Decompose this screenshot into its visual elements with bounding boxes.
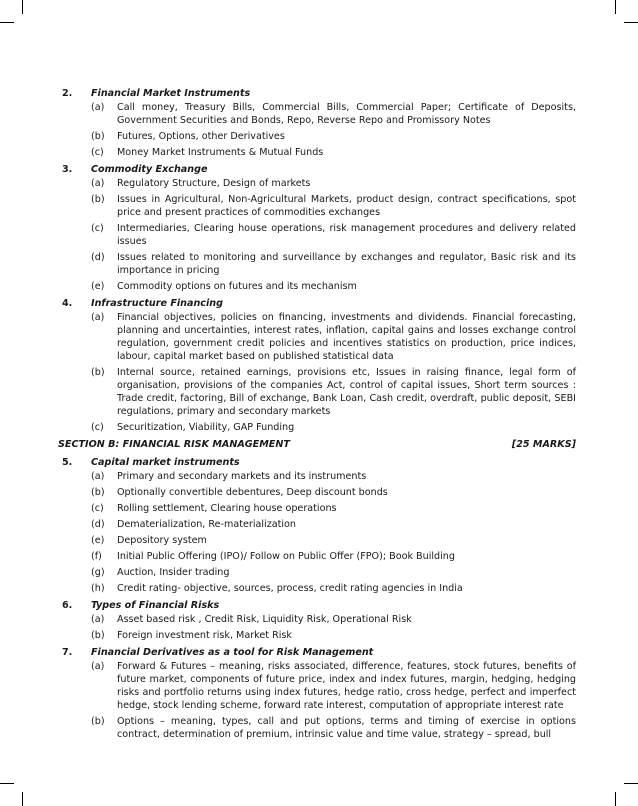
- list-item-letter: (a): [91, 178, 105, 189]
- syllabus-part-a: [62, 86, 576, 434]
- list-item-text: Options – meaning, types, call and put options, terms and timing of exercise in options contract, determination of premium, intrinsic value and time value, strategy – spread, bull: [117, 716, 576, 740]
- list-item-letter: (c): [91, 503, 104, 514]
- section-banner-marks: [25 MARKS]: [511, 439, 576, 450]
- section-number: 3.: [62, 164, 73, 175]
- list-item-letter: (b): [91, 194, 105, 205]
- list-item: [62, 629, 576, 642]
- section-heading: [62, 162, 576, 177]
- list-item: [62, 550, 576, 563]
- list-item-letter: (b): [91, 367, 105, 378]
- section-title: Infrastructure Financing: [91, 298, 223, 309]
- list-item-letter: (a): [91, 661, 105, 672]
- list-item: [62, 660, 576, 712]
- list-item-text: Credit rating- objective, sources, process, credit rating agencies in India: [117, 583, 463, 594]
- list-item-text: Forward & Futures – meaning, risks associated, difference, features, stock futures, benefits of future market, components of future price, index and index futures, margin, hedging, hedging risks and portfolio returns using index futures, hedge ratio, cross hedge, perfect and imperfect hedge, stock lending scheme, forward rate interest, computation of appropriate interest rate: [117, 661, 576, 711]
- list-item-text: Futures, Options, other Derivatives: [117, 131, 285, 142]
- list-item-letter: (c): [91, 147, 104, 158]
- section-title: Financial Market Instruments: [91, 88, 251, 99]
- list-item-text: Issues related to monitoring and surveillance by exchanges and regulator, Basic risk and its importance in pricing: [117, 252, 576, 276]
- list-item: [62, 130, 576, 143]
- list-item-letter: (g): [91, 567, 105, 578]
- list-item: [62, 502, 576, 515]
- section-heading: [62, 86, 576, 101]
- list-item-letter: (a): [91, 102, 105, 113]
- list-item: [62, 582, 576, 595]
- section-title: Types of Financial Risks: [91, 600, 220, 611]
- list-item-text: Securitization, Viability, GAP Funding: [117, 422, 295, 433]
- list-item-text: Depository system: [117, 535, 207, 546]
- list-item-text: Commodity options on futures and its mechanism: [117, 281, 357, 292]
- section-number: 2.: [62, 88, 73, 99]
- list-item-text: Foreign investment risk, Market Risk: [117, 630, 292, 641]
- list-item-text: Initial Public Offering (IPO)/ Follow on Public Offer (FPO); Book Building: [117, 551, 455, 562]
- list-item-text: Asset based risk , Credit Risk, Liquidity Risk, Operational Risk: [117, 614, 412, 625]
- list-item: [62, 421, 576, 434]
- crop-mark-tl-h: [0, 22, 14, 23]
- list-item-letter: (b): [91, 716, 105, 727]
- list-item: [62, 177, 576, 190]
- list-item: [62, 280, 576, 293]
- section-title: Financial Derivatives as a tool for Risk Management: [91, 647, 374, 658]
- list-item: [62, 566, 576, 579]
- section-heading: [62, 645, 576, 660]
- list-item: [62, 193, 576, 219]
- list-item-text: Optionally convertible debentures, Deep discount bonds: [117, 487, 388, 498]
- list-item-text: Primary and secondary markets and its instruments: [117, 471, 367, 482]
- crop-mark-br-v: [615, 792, 616, 806]
- list-item-letter: (b): [91, 487, 105, 498]
- list-item-letter: (d): [91, 519, 105, 530]
- list-item-letter: (a): [91, 312, 105, 323]
- syllabus-section: [62, 598, 576, 642]
- section-title: Capital market instruments: [91, 457, 240, 468]
- section-number: 7.: [62, 647, 73, 658]
- list-item-letter: (a): [91, 471, 105, 482]
- section-title: Commodity Exchange: [91, 164, 208, 175]
- list-item: [62, 715, 576, 741]
- list-item-text: Dematerialization, Re-materialization: [117, 519, 296, 530]
- crop-mark-bl-v: [22, 792, 23, 806]
- list-item-letter: (e): [91, 281, 105, 292]
- crop-mark-bl-h: [0, 783, 14, 784]
- section-number: 5.: [62, 457, 73, 468]
- list-item-text: Issues in Agricultural, Non-Agricultural Markets, product design, contract specifications, spot price and present practices of commodities exchanges: [117, 194, 576, 218]
- syllabus-section: [62, 296, 576, 434]
- syllabus-part-b: [62, 455, 576, 741]
- list-item: [62, 534, 576, 547]
- section-number: 4.: [62, 298, 73, 309]
- list-item: [62, 613, 576, 626]
- list-item: [62, 486, 576, 499]
- section-heading: [62, 296, 576, 311]
- syllabus-section: [62, 86, 576, 159]
- list-item: [62, 146, 576, 159]
- crop-mark-tr-h: [624, 22, 638, 23]
- list-item: [62, 251, 576, 277]
- list-item-letter: (c): [91, 422, 104, 433]
- list-item: [62, 222, 576, 248]
- list-item-letter: (b): [91, 630, 105, 641]
- crop-mark-br-h: [624, 783, 638, 784]
- list-item-text: Call money, Treasury Bills, Commercial Bills, Commercial Paper; Certificate of Deposits, Government Securities and Bonds, Repo, Reverse Repo and Promissory Notes: [117, 102, 576, 126]
- list-item-letter: (a): [91, 614, 105, 625]
- list-item-text: Money Market Instruments & Mutual Funds: [117, 147, 324, 158]
- section-number: 6.: [62, 600, 73, 611]
- list-item-text: Rolling settlement, Clearing house operations: [117, 503, 337, 514]
- crop-mark-tl-v: [22, 0, 23, 14]
- list-item-text: Intermediaries, Clearing house operations, risk management procedures and delivery related issues: [117, 223, 576, 247]
- syllabus-section: [62, 455, 576, 595]
- syllabus-content: [58, 84, 576, 744]
- list-item-letter: (f): [91, 551, 102, 562]
- section-banner: [58, 437, 576, 453]
- syllabus-section: [62, 162, 576, 293]
- list-item-text: Regulatory Structure, Design of markets: [117, 178, 311, 189]
- list-item: [62, 366, 576, 418]
- list-item-letter: (b): [91, 131, 105, 142]
- list-item-text: Financial objectives, policies on financing, investments and dividends. Financial forecasting, planning and uncertainties, interest rates, inflation, capital gains and losses exchange control regulation, government credit policies and incentives statistics on production, price indices, labour, capital market based on published statistical data: [117, 312, 576, 362]
- list-item-text: Internal source, retained earnings, provisions etc, Issues in raising finance, legal form of organisation, provisions of the companies Act, control of capital issues, Short term sources : Trade credit, factoring, Bill of exchange, Bank Loan, Cash credit, overdraft, public deposit, SEBI regulations, primary and secondary markets: [117, 367, 576, 417]
- crop-mark-tr-v: [615, 0, 616, 14]
- section-heading: [62, 598, 576, 613]
- list-item-letter: (d): [91, 252, 105, 263]
- list-item: [62, 101, 576, 127]
- list-item: [62, 470, 576, 483]
- list-item: [62, 311, 576, 363]
- section-banner-title: SECTION B: FINANCIAL RISK MANAGEMENT: [58, 439, 290, 450]
- list-item: [62, 518, 576, 531]
- list-item-text: Auction, Insider trading: [117, 567, 230, 578]
- list-item-letter: (h): [91, 583, 105, 594]
- syllabus-section: [62, 645, 576, 741]
- section-heading: [62, 455, 576, 470]
- list-item-letter: (c): [91, 223, 104, 234]
- list-item-letter: (e): [91, 535, 105, 546]
